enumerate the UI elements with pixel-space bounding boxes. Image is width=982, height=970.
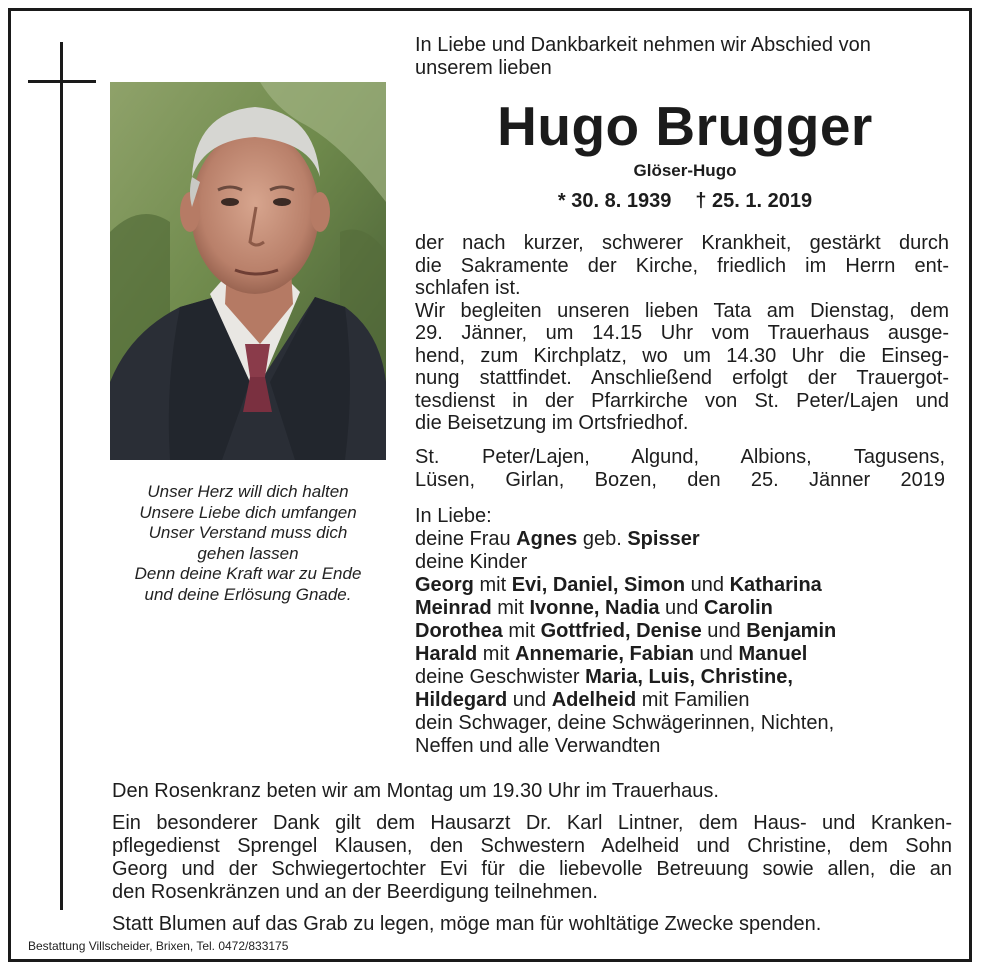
announcement-line: Wir begleiten unseren lieben Tata am Dienstag, dem	[415, 299, 949, 322]
mourner-inlaws: dein Schwager, deine Schwägerinnen, Nichten,	[415, 712, 835, 734]
death-date: † 25. 1. 2019	[695, 190, 813, 212]
intro-line: In Liebe und Dankbarkeit nehmen wir Abschied von	[415, 34, 871, 56]
family-names: Katharina	[729, 574, 822, 596]
text: und	[693, 643, 739, 665]
children-heading: deine Kinder	[415, 551, 528, 573]
thanks-line: Ein besonderer Dank gilt dem Hausarzt Dr. Karl Lintner, dem Haus- und Kranken-	[112, 812, 952, 834]
mourner-child	[415, 620, 955, 643]
announcement-line: die Sakramente der Kirche, friedlich im Herrn ent-	[415, 254, 949, 277]
verse-line: Unser Verstand muss dich	[148, 523, 348, 542]
cross-icon	[60, 42, 63, 910]
intro-text	[415, 34, 955, 80]
text: und	[685, 574, 730, 596]
thanks-paragraph	[112, 812, 952, 904]
sibling-names: Hildegard	[415, 689, 508, 711]
text: mit	[502, 620, 541, 642]
text: deine Geschwister	[415, 666, 586, 688]
announcement-line: hend, zum Kirchplatz, wo um 14.30 Uhr die Einseg-	[415, 344, 949, 367]
places-line: St. Peter/Lajen, Algund, Albions, Tagusens,	[415, 446, 945, 468]
family-names: Ivonne, Nadia	[529, 597, 660, 619]
announcement-line: der nach kurzer, schwerer Krankheit, gestärkt durch	[415, 232, 949, 254]
closing-text	[112, 780, 952, 936]
thanks-line: pflegedienst Sprengel Klausen, den Schwestern Adelheid und Christine, dem Sohn	[112, 835, 952, 857]
rosary-notice: Den Rosenkranz beten wir am Montag um 19.30 Uhr im Trauerhaus.	[112, 780, 719, 802]
text: mit Familien	[636, 689, 750, 711]
text: mit	[477, 643, 516, 665]
text: mit	[491, 597, 530, 619]
flowers-notice: Statt Blumen auf das Grab zu legen, möge man für wohltätige Zwecke spenden.	[112, 913, 822, 935]
intro-line: unserem lieben	[415, 57, 552, 79]
announcement-line: die Beisetzung im Ortsfriedhof.	[415, 412, 689, 434]
announcement-line: 29. Jänner, um 14.15 Uhr vom Trauerhaus ausge-	[415, 322, 949, 344]
thanks-line: Georg und der Schwiegertochter Evi für die liebevolle Betreuung sowie allen, die an	[112, 858, 952, 880]
thanks-line: den Rosenkränzen und an der Beerdigung teilnehmen.	[112, 881, 598, 903]
mourner-relatives: Neffen und alle Verwandten	[415, 735, 661, 757]
wife-name: Agnes	[516, 528, 578, 550]
text: und	[701, 620, 747, 642]
sibling-names: Maria, Luis, Christine,	[585, 666, 793, 688]
verse-line: Denn deine Kraft war zu Ende	[134, 564, 362, 583]
portrait-photo	[110, 82, 386, 460]
child-name: Meinrad	[415, 597, 492, 619]
mourner-child	[415, 597, 955, 620]
announcement-line: schlafen ist.	[415, 277, 521, 299]
mourners-heading: In Liebe:	[415, 505, 492, 527]
deceased-nickname: Glöser-Hugo	[633, 161, 737, 180]
verse-line: Unser Herz will dich halten	[147, 482, 349, 501]
family-names: Benjamin	[746, 620, 837, 642]
places-line: Lüsen, Girlan, Bozen, den 25. Jänner 2019	[415, 469, 945, 491]
memorial-verse	[108, 482, 388, 605]
deceased-name: Hugo Brugger	[497, 95, 873, 157]
mourner-siblings	[415, 689, 955, 712]
verse-line: Unsere Liebe dich umfangen	[139, 502, 357, 522]
announcement-line: tesdienst in der Pfarrkirche von St. Peter/Lajen und	[415, 389, 949, 412]
text: geb.	[577, 528, 628, 550]
mourner-wife	[415, 528, 955, 551]
undertaker-info: Bestattung Villscheider, Brixen, Tel. 0472/833175	[28, 939, 289, 953]
announcement-text	[415, 232, 949, 435]
family-names: Gottfried, Denise	[540, 620, 702, 642]
announcement-line: nung stattfindet. Anschließend erfolgt der Trauergot-	[415, 367, 949, 389]
life-dates	[415, 189, 955, 213]
family-names: Manuel	[738, 643, 808, 665]
text: und	[507, 689, 552, 711]
family-names: Evi, Daniel, Simon	[511, 574, 686, 596]
cross-icon-bar	[28, 80, 96, 83]
places-date	[415, 446, 945, 492]
wife-maiden-name: Spisser	[627, 528, 700, 550]
text: mit	[473, 574, 512, 596]
child-name: Georg	[415, 574, 474, 596]
verse-line: und deine Erlösung Gnade.	[144, 584, 352, 604]
text: deine Frau	[415, 528, 517, 550]
child-name: Dorothea	[415, 620, 503, 642]
mourner-child	[415, 643, 955, 666]
sibling-names: Adelheid	[551, 689, 637, 711]
verse-line: gehen lassen	[197, 543, 299, 563]
family-names: Annemarie, Fabian	[515, 643, 694, 665]
mourners-list	[415, 505, 955, 758]
mourner-child	[415, 574, 955, 597]
mourner-siblings	[415, 666, 955, 689]
child-name: Harald	[415, 643, 478, 665]
family-names: Carolin	[703, 597, 773, 619]
text: und	[659, 597, 704, 619]
birth-date: * 30. 8. 1939	[557, 190, 672, 212]
